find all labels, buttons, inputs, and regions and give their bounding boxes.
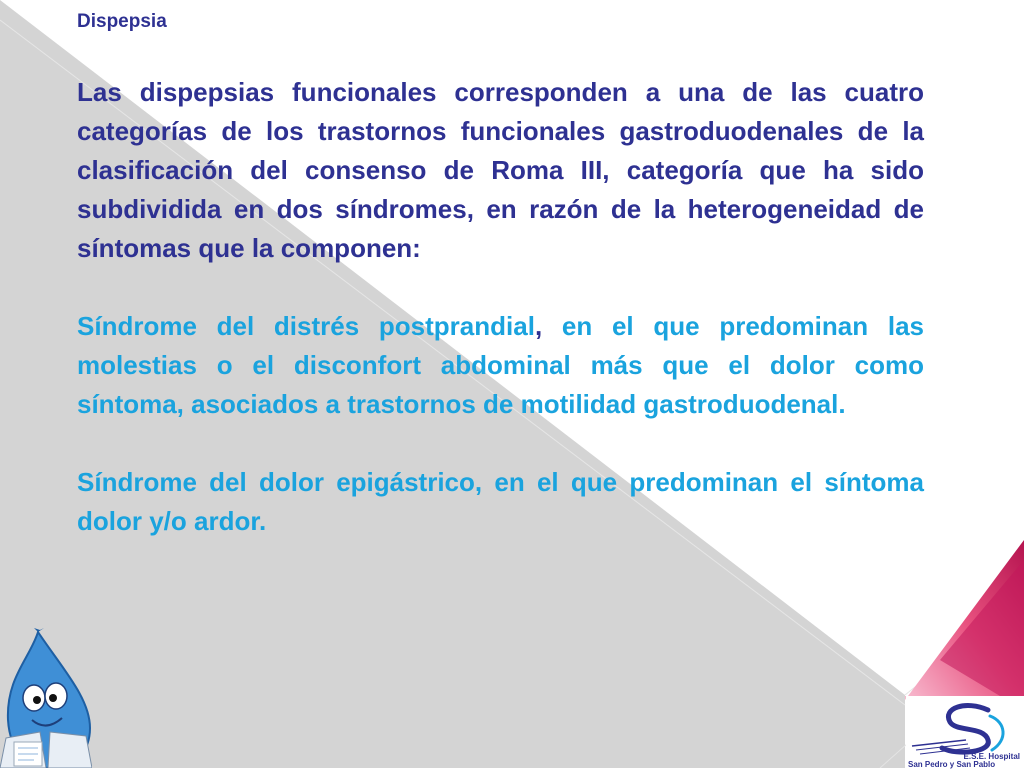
postprandial-comma: , <box>534 310 543 341</box>
paragraph-intro: Las dispepsias funcionales corresponden a una de las cuatro categorías de los trastornos funcionales gastroduodenales de la clasificación del consenso de Roma III, categoría que ha sido subdividida en dos síndromes, en razón de la heterogeneidad de síntomas que la componen: <box>77 76 924 263</box>
postprandial-term: Síndrome del distrés postprandial <box>77 310 535 341</box>
mascot-drop-image <box>0 628 92 768</box>
hospital-logo <box>906 696 1024 768</box>
paragraph-postprandial <box>77 307 924 424</box>
slide-content <box>77 12 924 580</box>
postprandial-description: en el que predominan las molestias o el disconfort abdominal más que el dolor como síntoma, asociados a trastornos de motilidad gastroduodenal. <box>77 310 924 419</box>
logo-line-2: San Pedro y San Pablo <box>908 760 996 769</box>
paragraph-epigastric: Síndrome del dolor epigástrico, en el que predominan el síntoma dolor y/o ardor. <box>77 466 924 536</box>
logo-line-1: E.S.E. Hospital <box>963 752 1020 761</box>
slide-title: Dispepsia <box>77 11 167 32</box>
